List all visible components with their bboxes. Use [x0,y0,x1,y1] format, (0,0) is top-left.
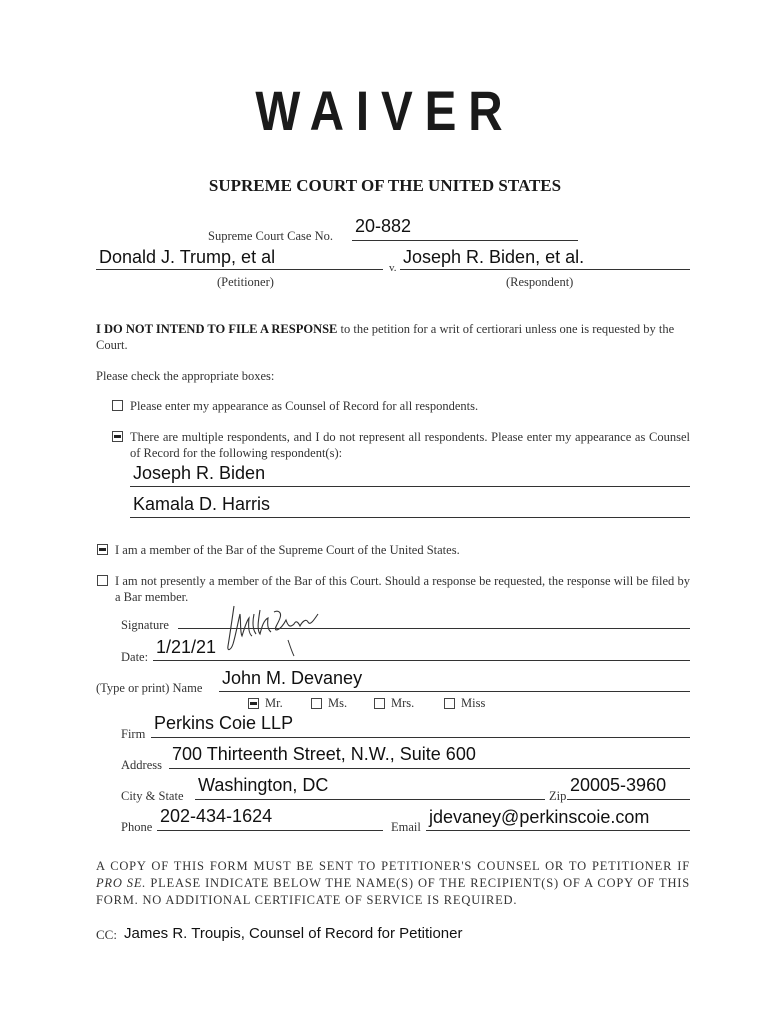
address-line [169,768,690,769]
email-label: Email [391,820,421,834]
firm-label: Firm [121,727,146,741]
date-line [153,660,690,661]
cc-value[interactable]: James R. Troupis, Counsel of Record for Petitioner [124,925,463,942]
respondent-value[interactable]: Joseph R. Biden, et al. [403,247,585,267]
multiple-respondents-checkbox[interactable] [112,431,123,442]
form-title: WAIVER [255,79,515,142]
address-value[interactable]: 700 Thirteenth Street, N.W., Suite 600 [172,744,476,764]
zip-line [567,799,690,800]
no-response-bold: I DO NOT INTEND TO FILE A RESPONSE [96,322,338,336]
address-label: Address [121,758,162,772]
respondent-name-2[interactable]: Kamala D. Harris [133,494,271,514]
firm-line [151,737,690,738]
respondent-name-1[interactable]: Joseph R. Biden [133,463,266,483]
case-no-line [352,240,578,241]
phone-line [157,830,383,831]
signature-label: Signature [121,618,169,632]
city-line [195,799,545,800]
petitioner-value[interactable]: Donald J. Trump, et al [99,247,276,267]
all-respondents-checkbox[interactable] [112,400,123,411]
respondent-line-2 [130,517,690,518]
not-bar-member-label: I am not presently a member of the Bar of this Court. Should a response be requested, the response will be filed by a Bar member. [115,574,690,604]
copy-notice-part2: PLEASE INDICATE BELOW THE NAME(S) OF THE RECIPIENT(S) OF A COPY OF THIS FORM. NO ADDITIONAL CERTIFICATE OF SERVICE IS REQUIRED. [96,876,690,907]
title-miss-label: Miss [461,696,486,710]
all-respondents-label: Please enter my appearance as Counsel of Record for all respondents. [130,399,479,413]
instructions-text: Please check the appropriate boxes: [96,369,275,383]
name-line [219,691,690,692]
case-no-value[interactable]: 20-882 [355,216,412,236]
city-value[interactable]: Washington, DC [198,775,329,795]
title-ms-checkbox[interactable] [311,698,322,709]
date-label: Date: [121,650,149,664]
multiple-respondents-label: There are multiple respondents, and I do not represent all respondents. Please enter my appearance as Counsel of Record for the following respondent(s): [130,430,690,460]
no-response-rest: to the petition for a writ of certiorari unless one is requested by the Court. [96,322,675,352]
cc-label: CC: [96,927,117,942]
court-name: SUPREME COURT OF THE UNITED STATES [208,176,562,195]
handwritten-signature [222,600,332,660]
not-bar-member-checkbox[interactable] [97,575,108,586]
phone-value[interactable]: 202-434-1624 [160,806,273,826]
name-value[interactable]: John M. Devaney [222,668,363,688]
firm-value[interactable]: Perkins Coie LLP [154,713,294,733]
petitioner-line [96,269,383,270]
title-mrs-checkbox[interactable] [374,698,385,709]
title-mr-checkbox[interactable] [248,698,259,709]
phone-label: Phone [121,820,153,834]
copy-notice [96,858,690,909]
title-mrs-label: Mrs. [391,696,415,710]
zip-label: Zip [549,789,567,803]
pro-se-text: PRO SE. [96,876,147,890]
title-miss-checkbox[interactable] [444,698,455,709]
respondent-line [400,269,690,270]
copy-notice-part1: A COPY OF THIS FORM MUST BE SENT TO PETITIONER'S COUNSEL OR TO PETITIONER IF [96,859,690,873]
name-label: (Type or print) Name [96,681,203,695]
petitioner-label: (Petitioner) [217,275,274,289]
email-line [426,830,690,831]
date-value[interactable]: 1/21/21 [156,637,217,657]
email-value[interactable]: jdevaney@perkinscoie.com [429,807,650,827]
no-response-statement [96,321,692,353]
title-ms-label: Ms. [328,696,348,710]
city-label: City & State [121,789,184,803]
respondent-label: (Respondent) [506,275,574,289]
bar-member-label: I am a member of the Bar of the Supreme Court of the United States. [115,543,460,557]
case-no-label: Supreme Court Case No. [208,229,333,243]
respondent-line-1 [130,486,690,487]
bar-member-checkbox[interactable] [97,544,108,555]
title-mr-label: Mr. [265,696,283,710]
versus-label: v. [389,262,397,274]
zip-value[interactable]: 20005-3960 [570,775,667,795]
